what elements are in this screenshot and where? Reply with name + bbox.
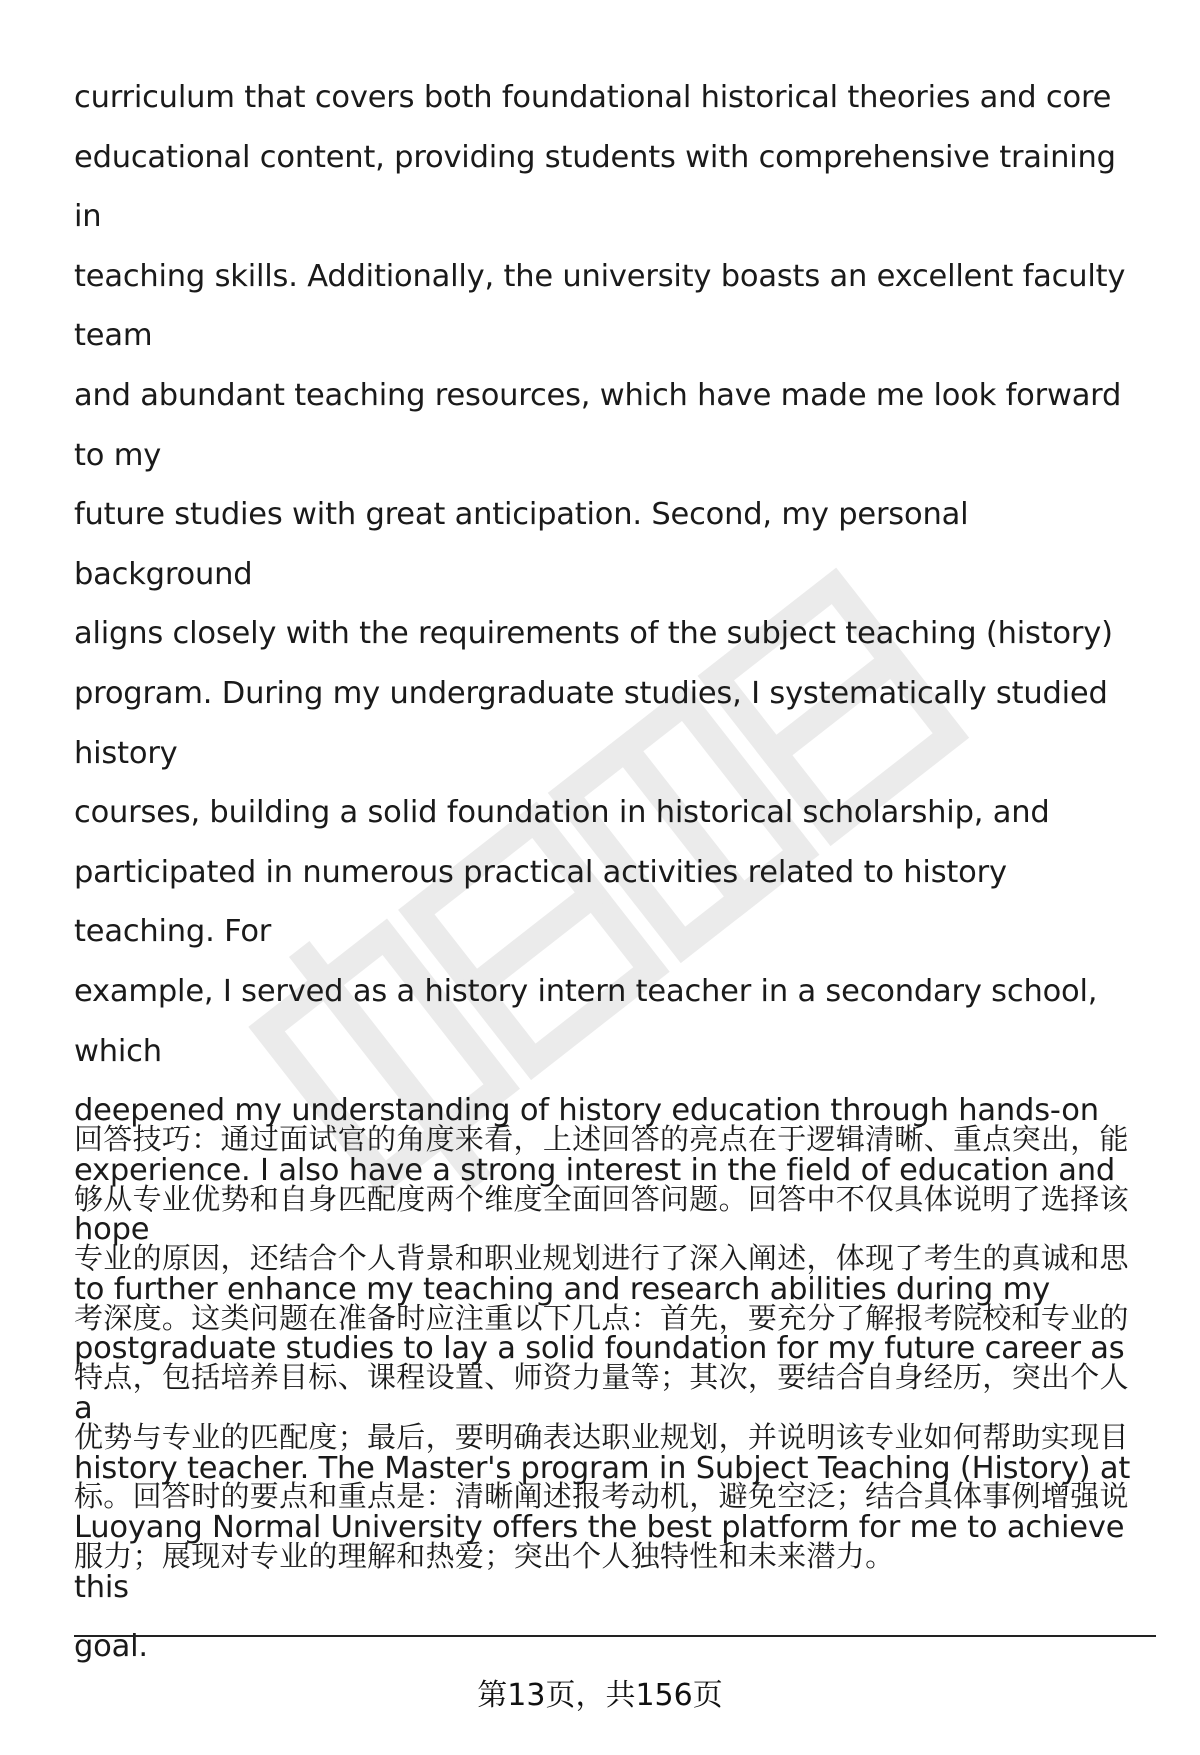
page-number: 第13页，共156页 (477, 1678, 723, 1713)
english-answer-paragraph: curriculum that covers both foundational historical theories and core educational content, providing students with comprehensive training in teaching skills. Additionally, the university boasts an excellent faculty team and abundant teaching resources, which have made me look forward to my future studies with great anticipation. Second, my personal background aligns closely with the requirements of the subject teaching (history) program. During my undergraduate studies, I systematically studied history courses, building a solid foundation in historical scholarship, and participated in numerous practical activities related to history teaching. For example, I served as a history intern teacher in a secondary school, which deepened my understanding of history education through hands-on experience. I also have a strong interest in the field of education and hope to further enhance my teaching and research abilities during my postgraduate studies to lay a solid foundation for my future career as a history teacher. The Master's program in Subject Teaching (History) at Luoyang Normal University offers the best platform for me to achieve this goal. (74, 80, 1131, 1665)
answer-tips-paragraph (74, 1110, 1154, 1586)
footer-divider (74, 1635, 1156, 1637)
tips-text: 通过面试官的角度来看，上述回答的亮点在于逻辑清晰、重点突出，能够从专业优势和自身匹配度两个维度全面回答问题。回答中不仅具体说明了选择该专业的原因，还结合个人背景和职业规划进行了深入阐述，体现了考生的真诚和思考深度。这类问题在准备时应注重以下几点：首先，要充分了解报考院校和专业的特点，包括培养目标、课程设置、师资力量等；其次，要结合自身经历，突出个人优势与专业的匹配度；最后，要明确表达职业规划，并说明该专业如何帮助实现目标。回答时的要点和重点是：清晰阐述报考动机，避免空泛；结合具体事例增强说服力；展现对专业的理解和热爱；突出个人独特性和未来潜力。 (74, 1122, 1129, 1573)
tips-label: 回答技巧： (74, 1122, 221, 1156)
